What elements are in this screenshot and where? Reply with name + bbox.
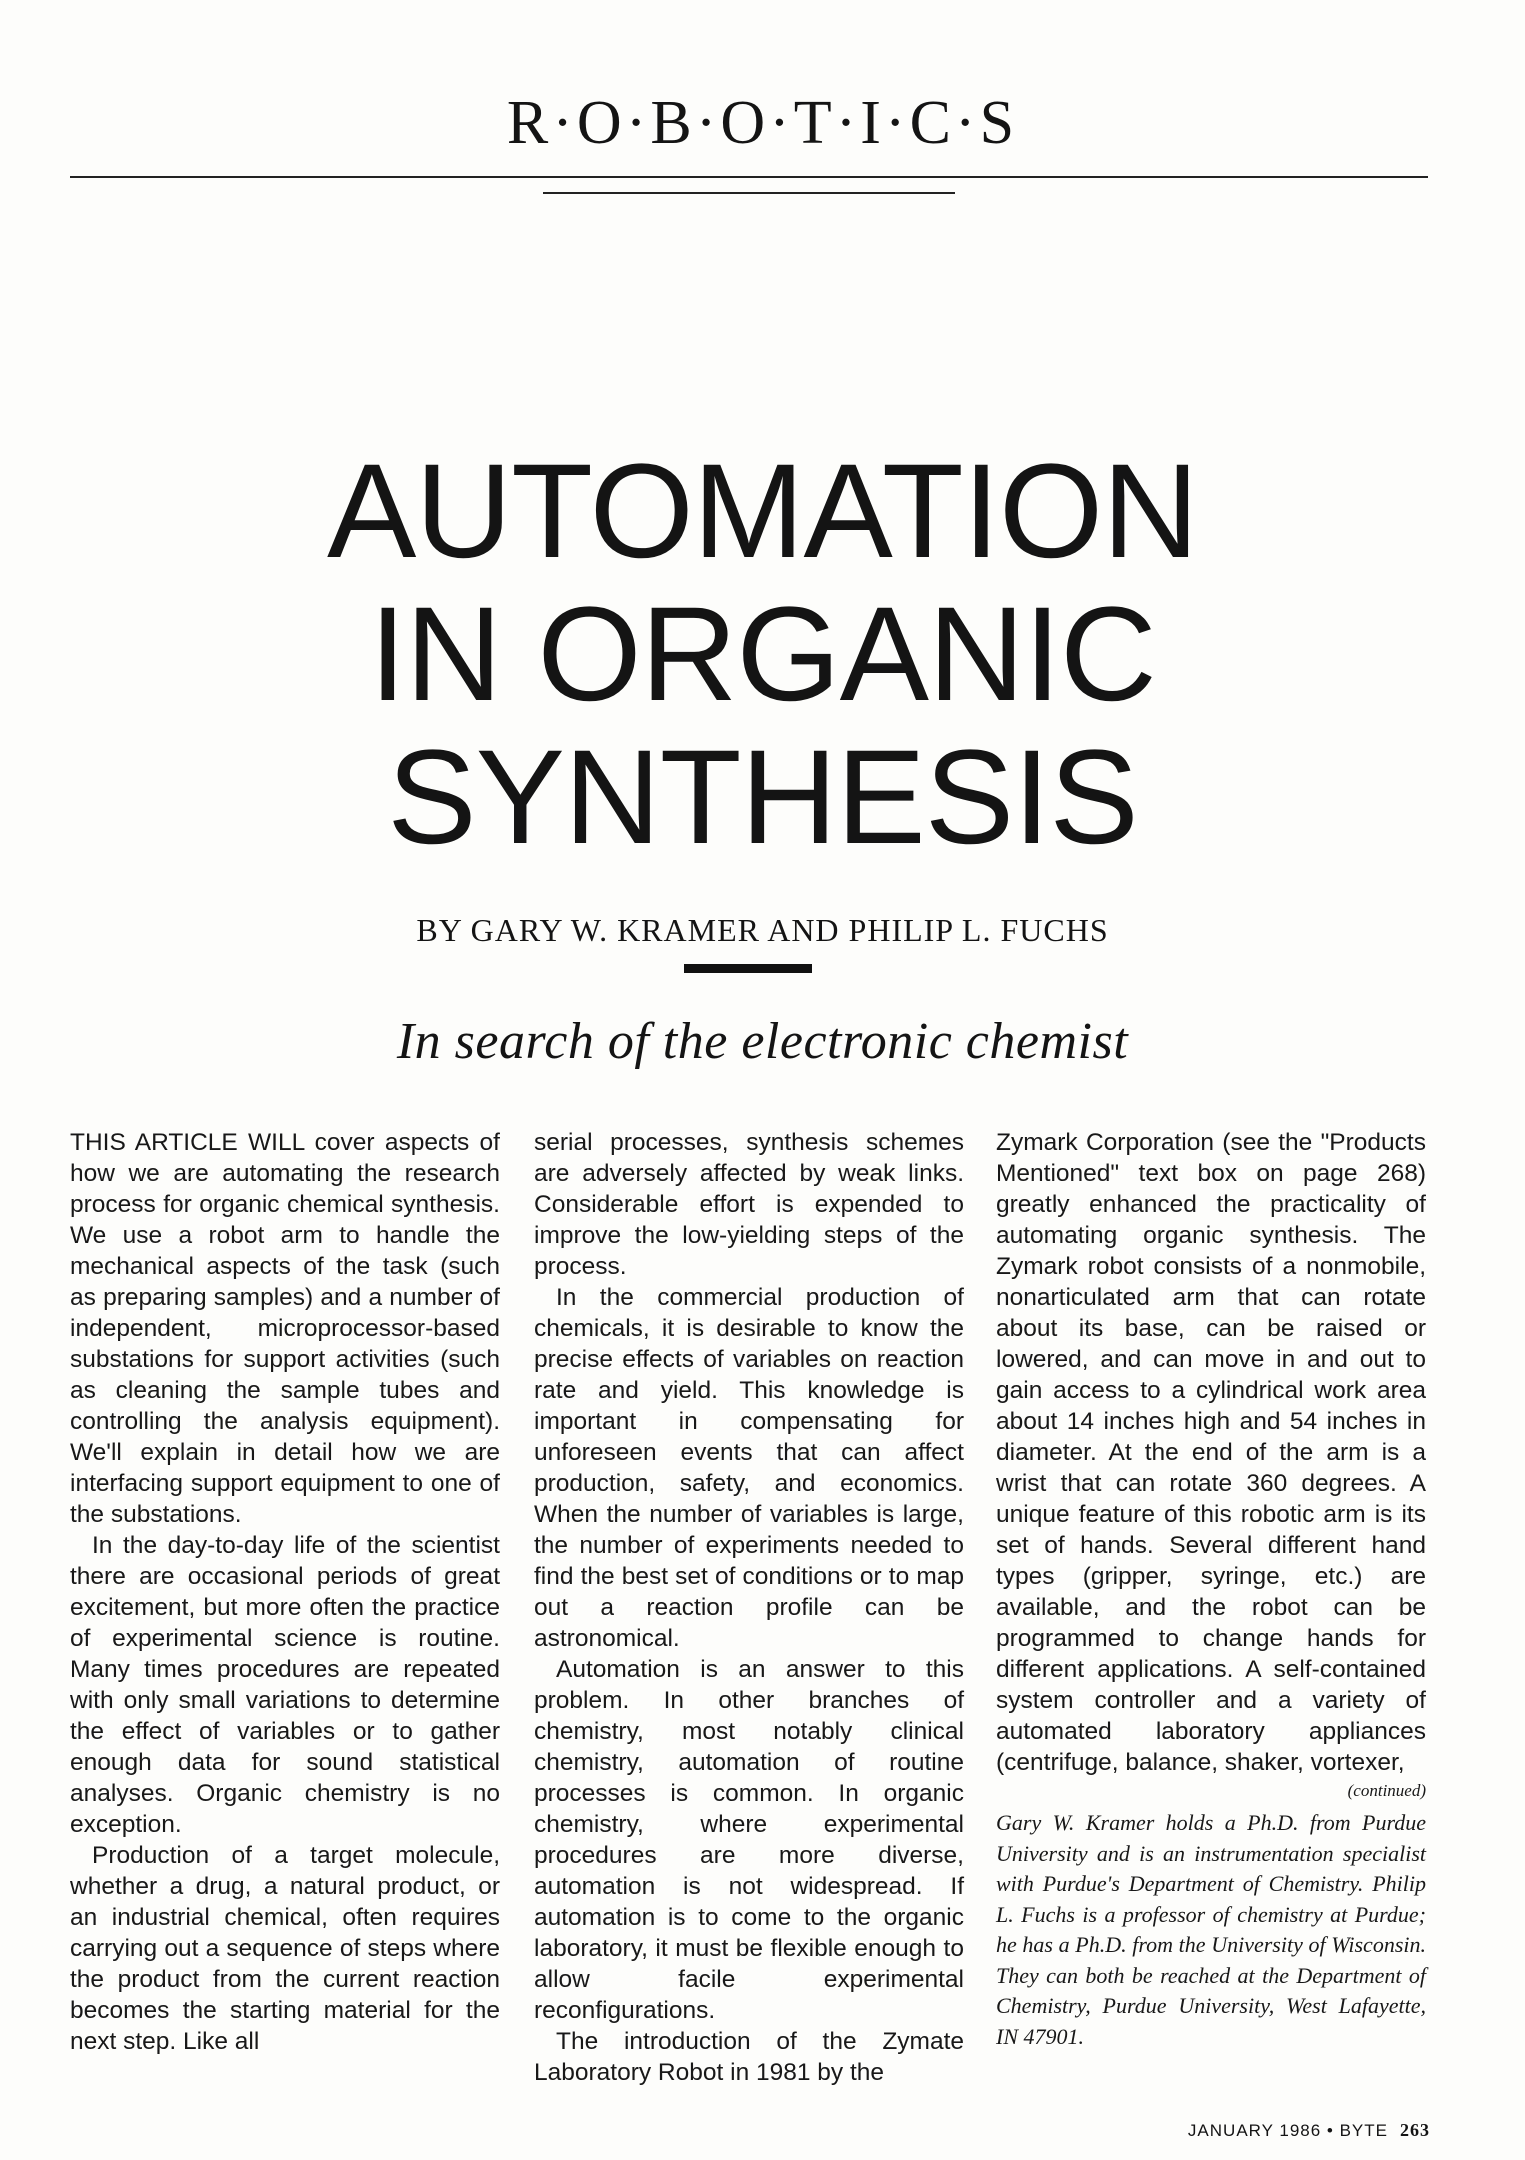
text-column-3 xyxy=(996,1127,1426,2052)
paragraph: In the commercial production of chemicals, it is desirable to know the precise effects of variables on reaction rate and yield. This knowledge is important in compensating for unforeseen events that can affect production, safety, and economics. When the number of variables is large, the number of experiments needed to find the best set of conditions or to map out a reaction profile can be astronomical. xyxy=(534,1284,964,1652)
continued-note: (continued) xyxy=(1347,1781,1426,1800)
article-title xyxy=(0,437,1525,872)
paragraph: Automation is an answer to this problem. In other branches of chemistry, most notably clinical chemistry, automation of routine processes is common. In organic chemistry, where experimental procedures are more diverse, automation is not widespread. If automation is to come to the organic laboratory, it must be flexible enough to allow facile experimental reconfigurations. xyxy=(534,1656,964,2024)
paragraph: serial processes, synthesis schemes are adversely affected by weak links. Considerable effort is expended to improve the low-yielding steps of the process. xyxy=(534,1129,964,1280)
paragraph: The introduction of the Zymate Laboratory Robot in 1981 by the xyxy=(534,2028,964,2086)
title-line-2: IN ORGANIC xyxy=(369,580,1156,729)
paragraph: THIS ARTICLE WILL cover aspects of how we are automating the research process for organic chemical synthesis. We use a robot arm to handle the mechanical aspects of the task (such as preparing samples) and a number of independent, microprocessor-based substations for support activities (such as cleaning the sample tubes and controlling the analysis equipment). We'll explain in detail how we are interfacing support equipment to one of the substations. xyxy=(70,1129,500,1528)
paragraph: Zymark Corporation (see the "Products Mentioned" text box on page 268) greatly enhanced the practicality of automating organic synthesis. The Zymark robot consists of a nonmobile, nonarticulated arm that can rotate about its base, can be raised or lowered, and can move in and out to gain access to a cylindrical work area about 14 inches high and 54 inches in diameter. At the end of the arm is a wrist that can rotate 360 degrees. A unique feature of this robotic arm is its set of hands. Several different hand types (gripper, syringe, etc.) are available, and the robot can be programmed to change hands for different applications. A self-contained system controller and a variety of automated laboratory appliances (centrifuge, balance, shaker, vortexer, xyxy=(996,1129,1426,1776)
page-number: 263 xyxy=(1400,2120,1430,2140)
section-header: R·O·B·O·T·I·C·S xyxy=(506,89,1019,157)
page-footer xyxy=(1100,2120,1430,2141)
paragraph: Production of a target molecule, whether a drug, a natural product, or an industrial chemical, often requires carrying out a sequence of steps where the product from the current reaction becomes the starting material for the next step. Like all xyxy=(70,1842,500,2055)
byline-bar xyxy=(684,964,812,973)
author-bio: Gary W. Kramer holds a Ph.D. from Purdue University and is an instrumentation specialist with Purdue's Department of Chemistry. Philip L. Fuchs is a professor of chemistry at Purdue; he has a Ph.D. from the University of Wisconsin. They can both be reached at the Department of Chemistry, Purdue University, West Lafayette, IN 47901. xyxy=(996,1810,1426,2049)
title-line-1: AUTOMATION xyxy=(327,437,1198,586)
article-deck: In search of the electronic chemist xyxy=(396,1013,1129,1070)
issue-label: JANUARY 1986 • BYTE xyxy=(1187,2121,1388,2140)
title-line-3: SYNTHESIS xyxy=(387,723,1138,872)
paragraph: In the day-to-day life of the scientist there are occasional periods of great excitement, but more often the practice of experimental science is routine. Many times procedures are repeated with only small variations to determine the effect of variables or to gather enough data for sound statistical analyses. Organic chemistry is no exception. xyxy=(70,1532,500,1838)
header-rule-short xyxy=(543,192,955,194)
byline: BY GARY W. KRAMER AND PHILIP L. FUCHS xyxy=(416,912,1109,948)
text-column-1 xyxy=(70,1127,500,2057)
text-column-2 xyxy=(534,1127,964,2088)
header-rule-long xyxy=(70,176,1428,178)
